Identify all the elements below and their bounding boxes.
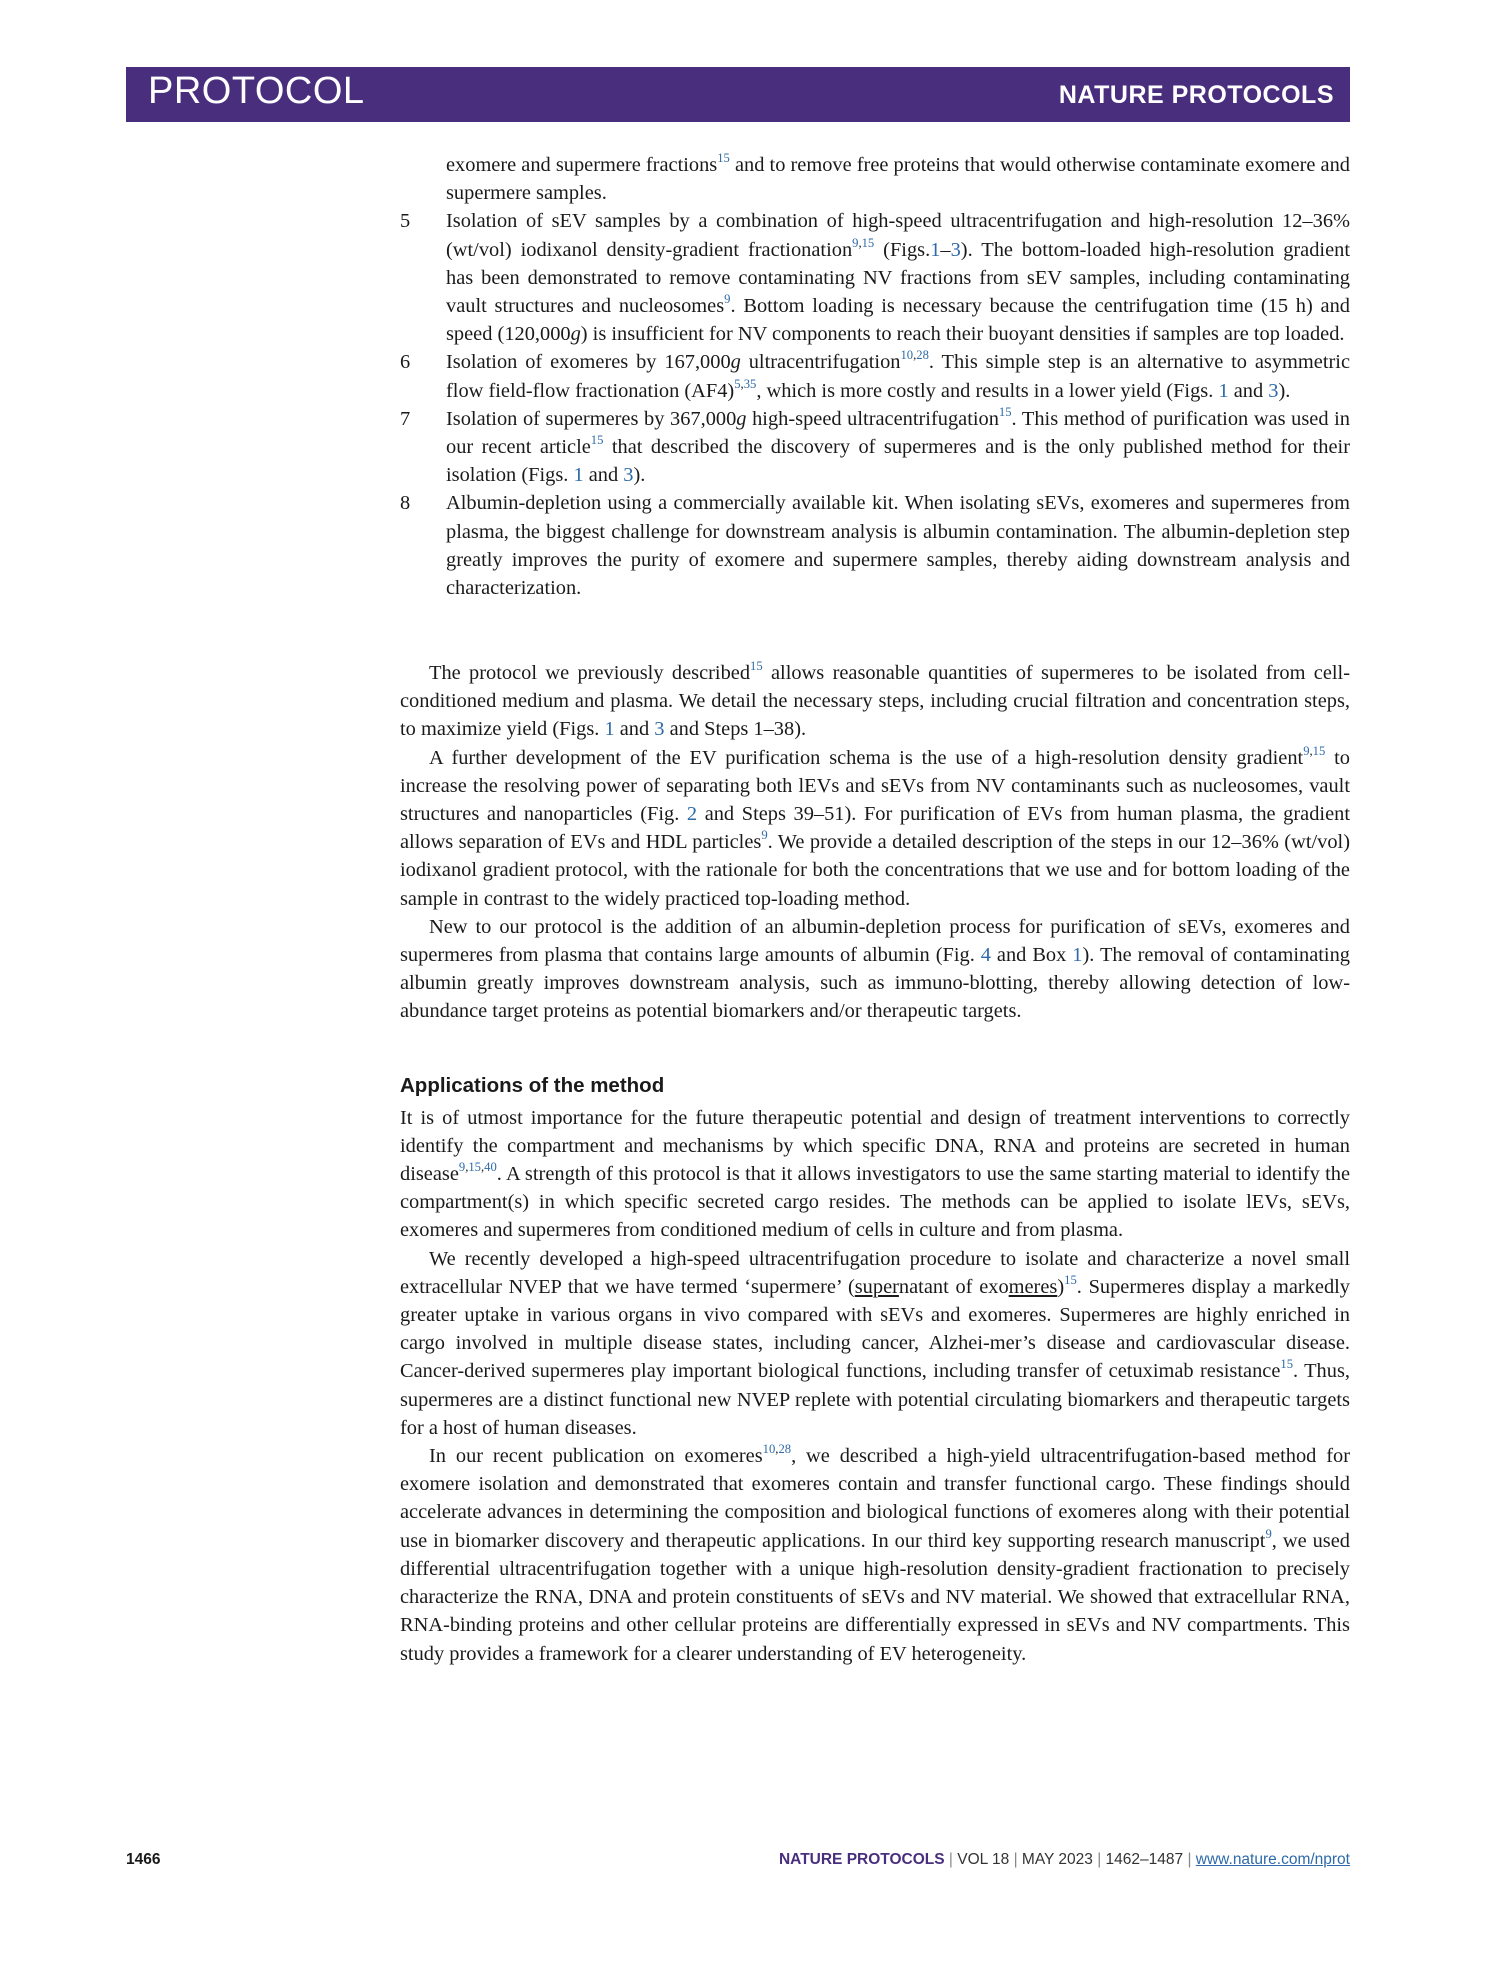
paragraph xyxy=(400,1104,1350,1245)
paragraph xyxy=(400,659,1350,744)
list-text: and xyxy=(583,464,624,487)
list-text: and to remove free proteins that would otherwise contaminate exomere and supermere samples. xyxy=(446,154,1350,205)
paragraph-text: and Steps 39–51). For purification of EVs from human plasma, the gradient allows separation of EVs and HDL particles xyxy=(400,803,1350,854)
reference-link[interactable]: 35 xyxy=(743,376,757,391)
reference-link[interactable]: 15 xyxy=(468,1159,481,1174)
separator: | xyxy=(948,1851,953,1868)
reference-link[interactable]: 9 xyxy=(761,828,768,843)
issue-date: MAY 2023 xyxy=(1021,1851,1093,1868)
figure-link[interactable]: 3 xyxy=(950,238,961,261)
figure-link[interactable]: 3 xyxy=(623,464,634,487)
reference-link[interactable]: 28 xyxy=(778,1441,792,1456)
figure-link[interactable]: 3 xyxy=(654,718,665,741)
list-text: Isolation of sEV samples by a combination of high-speed ultracentrifugation and high-resolution 12–36% (wt/vol) iodixanol density-gradient fractionation xyxy=(446,210,1350,261)
body-block xyxy=(400,659,1350,1668)
list-text: – xyxy=(940,238,951,261)
paragraph-text: . Thus, supermeres are a distinct functional new NVEP replete with potential circulating biomarkers and therapeutic targets for a host of human diseases. xyxy=(400,1360,1350,1439)
item-number: 8 xyxy=(400,492,411,515)
list-text: . This simple step is an alternative to asymmetric flow field-flow fractionation (AF4) xyxy=(446,351,1350,402)
list-item-5 xyxy=(400,207,1350,348)
list-item-continuation xyxy=(400,151,1350,207)
paragraph xyxy=(400,913,1350,1026)
reference-link[interactable]: 40 xyxy=(484,1159,497,1174)
paragraph-text: In our recent publication on exomeres xyxy=(429,1445,763,1468)
paragraph-text: and Steps 1–38). xyxy=(664,718,807,741)
paragraph-text: New to our protocol is the addition of an albumin-depletion process for purification of sEVs, exomeres and supermeres from plasma that contains large amounts of albumin (Fig. xyxy=(400,915,1350,967)
list-text: that described the discovery of supermeres and is the only published method for their isolation (Figs. xyxy=(446,436,1350,487)
list-text: ). The bottom-loaded high-resolution gradient has been demonstrated to remove contaminating NV fractions from sEV samples, including contaminating vault structures and nucleosomes xyxy=(446,238,1351,318)
reference-link[interactable]: 9 xyxy=(852,235,859,250)
paragraph-text: , we used differential ultracentrifugation together with a unique high-resolution density-gradient fractionation to precisely characterize the RNA, DNA and protein constituents of sEVs and NV material. We showed that extracellular RNA, RNA-binding proteins and other cellular proteins are differentially expressed in sEVs and NV compartments. This study provides a framework for a clearer understanding of EV heterogeneity. xyxy=(400,1529,1350,1665)
ref-sep: , xyxy=(1309,743,1313,758)
figure-link[interactable]: 1 xyxy=(604,718,615,741)
step-list xyxy=(400,151,1350,602)
ref-sep: , xyxy=(775,1441,779,1456)
separator: | xyxy=(1097,1851,1102,1868)
list-text: exomere and supermere fractions xyxy=(446,154,718,176)
journal-title: NATURE PROTOCOLS xyxy=(1058,81,1334,109)
reference-link[interactable]: 10 xyxy=(900,348,914,363)
reference-link[interactable]: 9 xyxy=(458,1159,466,1174)
italic-unit: g xyxy=(570,323,581,346)
reference-link[interactable]: 15 xyxy=(1280,1357,1293,1372)
reference-link[interactable]: 15 xyxy=(590,432,604,447)
italic-unit: g xyxy=(730,351,741,374)
reference-link[interactable]: 9 xyxy=(1265,1526,1272,1541)
journal-url-link[interactable]: www.nature.com/nprot xyxy=(1195,1851,1350,1868)
list-block xyxy=(400,151,1350,602)
list-text: ultracentrifugation xyxy=(740,351,901,374)
figure-link[interactable]: 1 xyxy=(1218,379,1229,402)
list-text: (Figs. xyxy=(874,238,931,261)
paragraph-text: allows reasonable quantities of supermeres to be isolated from cell-conditioned medium and plasma. We detail the necessary steps, including crucial filtration and concentration steps, to maximize yield (Figs. xyxy=(400,662,1350,741)
paragraph-text: natant of exo xyxy=(898,1275,1009,1298)
paragraph-text: and Box xyxy=(990,944,1073,967)
list-text: , which is more costly and results in a lower yield (Figs. xyxy=(756,379,1219,402)
list-text: ) is insufficient for NV components to reach their buoyant densities if samples are top loaded. xyxy=(580,323,1345,346)
paragraph-text: It is of utmost importance for the future therapeutic potential and design of treatment interventions to correctly identify the compartment and mechanisms by which specific DNA, RNA and proteins are secreted in human disease xyxy=(400,1106,1350,1186)
separator: | xyxy=(1187,1851,1192,1868)
ref-sep: , xyxy=(740,376,744,391)
section-heading: Applications of the method xyxy=(400,1073,665,1097)
box-link[interactable]: 1 xyxy=(1072,944,1083,967)
ref-sep: , xyxy=(480,1159,485,1174)
section-label: PROTOCOL xyxy=(148,70,365,112)
figure-link[interactable]: 3 xyxy=(1268,379,1279,402)
footer-journal: NATURE PROTOCOLS xyxy=(778,1851,945,1868)
separator: | xyxy=(1013,1851,1018,1868)
list-text: and xyxy=(1228,379,1269,402)
paragraph-text: We recently developed a high-speed ultracentrifugation procedure to isolate and characterize a novel small extracellular NVEP that we have termed ‘supermere’ ( xyxy=(400,1247,1350,1298)
paragraph-text: and xyxy=(614,718,655,741)
header-banner xyxy=(126,67,1350,122)
paragraph-text: , we described a high-yield ultracentrifugation-based method for exomere isolation and demonstrated that exomeres contain and transfer functional cargo. These findings should accelerate advances in determining the composition and biological functions of exomeres along with their potential use in biomarker discovery and therapeutic applications. In our third key supporting research manuscript xyxy=(400,1445,1351,1552)
paragraph-text: . A strength of this protocol is that it allows investigators to use the same starting material to identify the compartment(s) in which specific secreted cargo resides. The methods can be applied to isolate lEVs, sEVs, exomeres and supermeres from conditioned medium of cells in culture and from plasma. xyxy=(400,1163,1350,1242)
citation-line xyxy=(779,1851,1350,1869)
reference-link[interactable]: 28 xyxy=(916,348,929,363)
paragraph-text: . We provide a detailed description of the steps in our 12–36% (wt/vol) iodixanol gradient protocol, with the rationale for both the concentrations that we use and for bottom loading of the sample in contrast to the widely practiced top-loading method. xyxy=(400,831,1350,910)
reference-link[interactable]: 9 xyxy=(724,291,731,306)
underlined-text: super xyxy=(854,1275,899,1298)
reference-link[interactable]: 5 xyxy=(734,376,741,391)
figure-link[interactable]: 2 xyxy=(686,803,698,826)
list-text: high-speed ultracentrifugation xyxy=(746,407,999,430)
page-range: 1462–1487 xyxy=(1105,1851,1184,1868)
paragraph-text: to increase the resolving power of separating both lEVs and sEVs from NV contaminants such as nucleosomes, vault structures and nanoparticles (Fig. xyxy=(400,746,1350,826)
paragraph xyxy=(400,1245,1350,1442)
reference-link[interactable]: 15 xyxy=(998,404,1012,419)
reference-link[interactable]: 15 xyxy=(861,235,875,250)
list-text: Isolation of supermeres by 367,000 xyxy=(446,407,737,430)
list-text: ). xyxy=(633,464,646,487)
page-number: 1466 xyxy=(126,1851,161,1868)
item-number: 7 xyxy=(400,407,411,430)
reference-link[interactable]: 15 xyxy=(1312,743,1326,758)
list-text: . Bottom loading is necessary because the centrifugation time (15 h) and speed (120,000 xyxy=(446,295,1350,346)
ref-sep: , xyxy=(913,348,917,363)
reference-link[interactable]: 15 xyxy=(750,658,763,673)
ref-sep: , xyxy=(465,1159,469,1174)
list-item-8 xyxy=(400,489,1350,602)
reference-link[interactable]: 15 xyxy=(717,150,730,165)
list-text: Albumin-depletion using a commercially available kit. When isolating sEVs, exomeres and supermeres from plasma, the biggest challenge for downstream analysis is albumin contamination. The albumin-depletion step greatly improves the purity of exomere and supermere samples, thereby aiding downstream analysis and characterization. xyxy=(446,492,1350,600)
paragraph-text: The protocol we previously described xyxy=(429,662,751,684)
reference-link[interactable]: 10 xyxy=(762,1441,776,1456)
item-number: 5 xyxy=(400,210,411,233)
list-text: Isolation of exomeres by 167,000 xyxy=(446,351,731,374)
list-text: ). xyxy=(1278,379,1291,402)
paragraph-text: . Supermeres display a markedly greater uptake in various organs in vivo compared with sEVs and exomeres. Supermeres are highly enriched in cargo involved in multiple disease states, including cancer, Alzhei-mer’s disease and cardiovascular disease. Cancer-derived supermeres play important biological functions, including transfer of cetuximab resistance xyxy=(400,1275,1350,1383)
paragraph-text: A further development of the EV purification schema is the use of a high-resolution density gradient xyxy=(429,746,1304,769)
list-item-7 xyxy=(400,405,1350,490)
list-text: . This method of purification was used in our recent article xyxy=(446,407,1350,459)
figure-link[interactable]: 4 xyxy=(980,944,991,967)
paragraph xyxy=(400,744,1350,913)
paragraph xyxy=(400,1442,1350,1668)
volume: VOL 18 xyxy=(957,1851,1010,1868)
ref-sep: , xyxy=(858,235,862,250)
paragraph-text: ) xyxy=(1057,1275,1065,1298)
reference-link[interactable]: 15 xyxy=(1064,1272,1077,1287)
figure-link[interactable]: 1 xyxy=(573,464,584,487)
list-item-6 xyxy=(400,348,1350,404)
item-number: 6 xyxy=(400,351,411,374)
paragraph-text: ). The removal of contaminating albumin greatly improves downstream analysis, such as immuno-blotting, thereby allowing detection of low-abundance target proteins as potential biomarkers and/or therapeutic targets. xyxy=(400,944,1350,1023)
reference-link[interactable]: 9 xyxy=(1303,743,1310,758)
italic-unit: g xyxy=(736,407,747,430)
underlined-text: meres xyxy=(1008,1275,1058,1298)
figure-link[interactable]: 1 xyxy=(930,238,941,261)
